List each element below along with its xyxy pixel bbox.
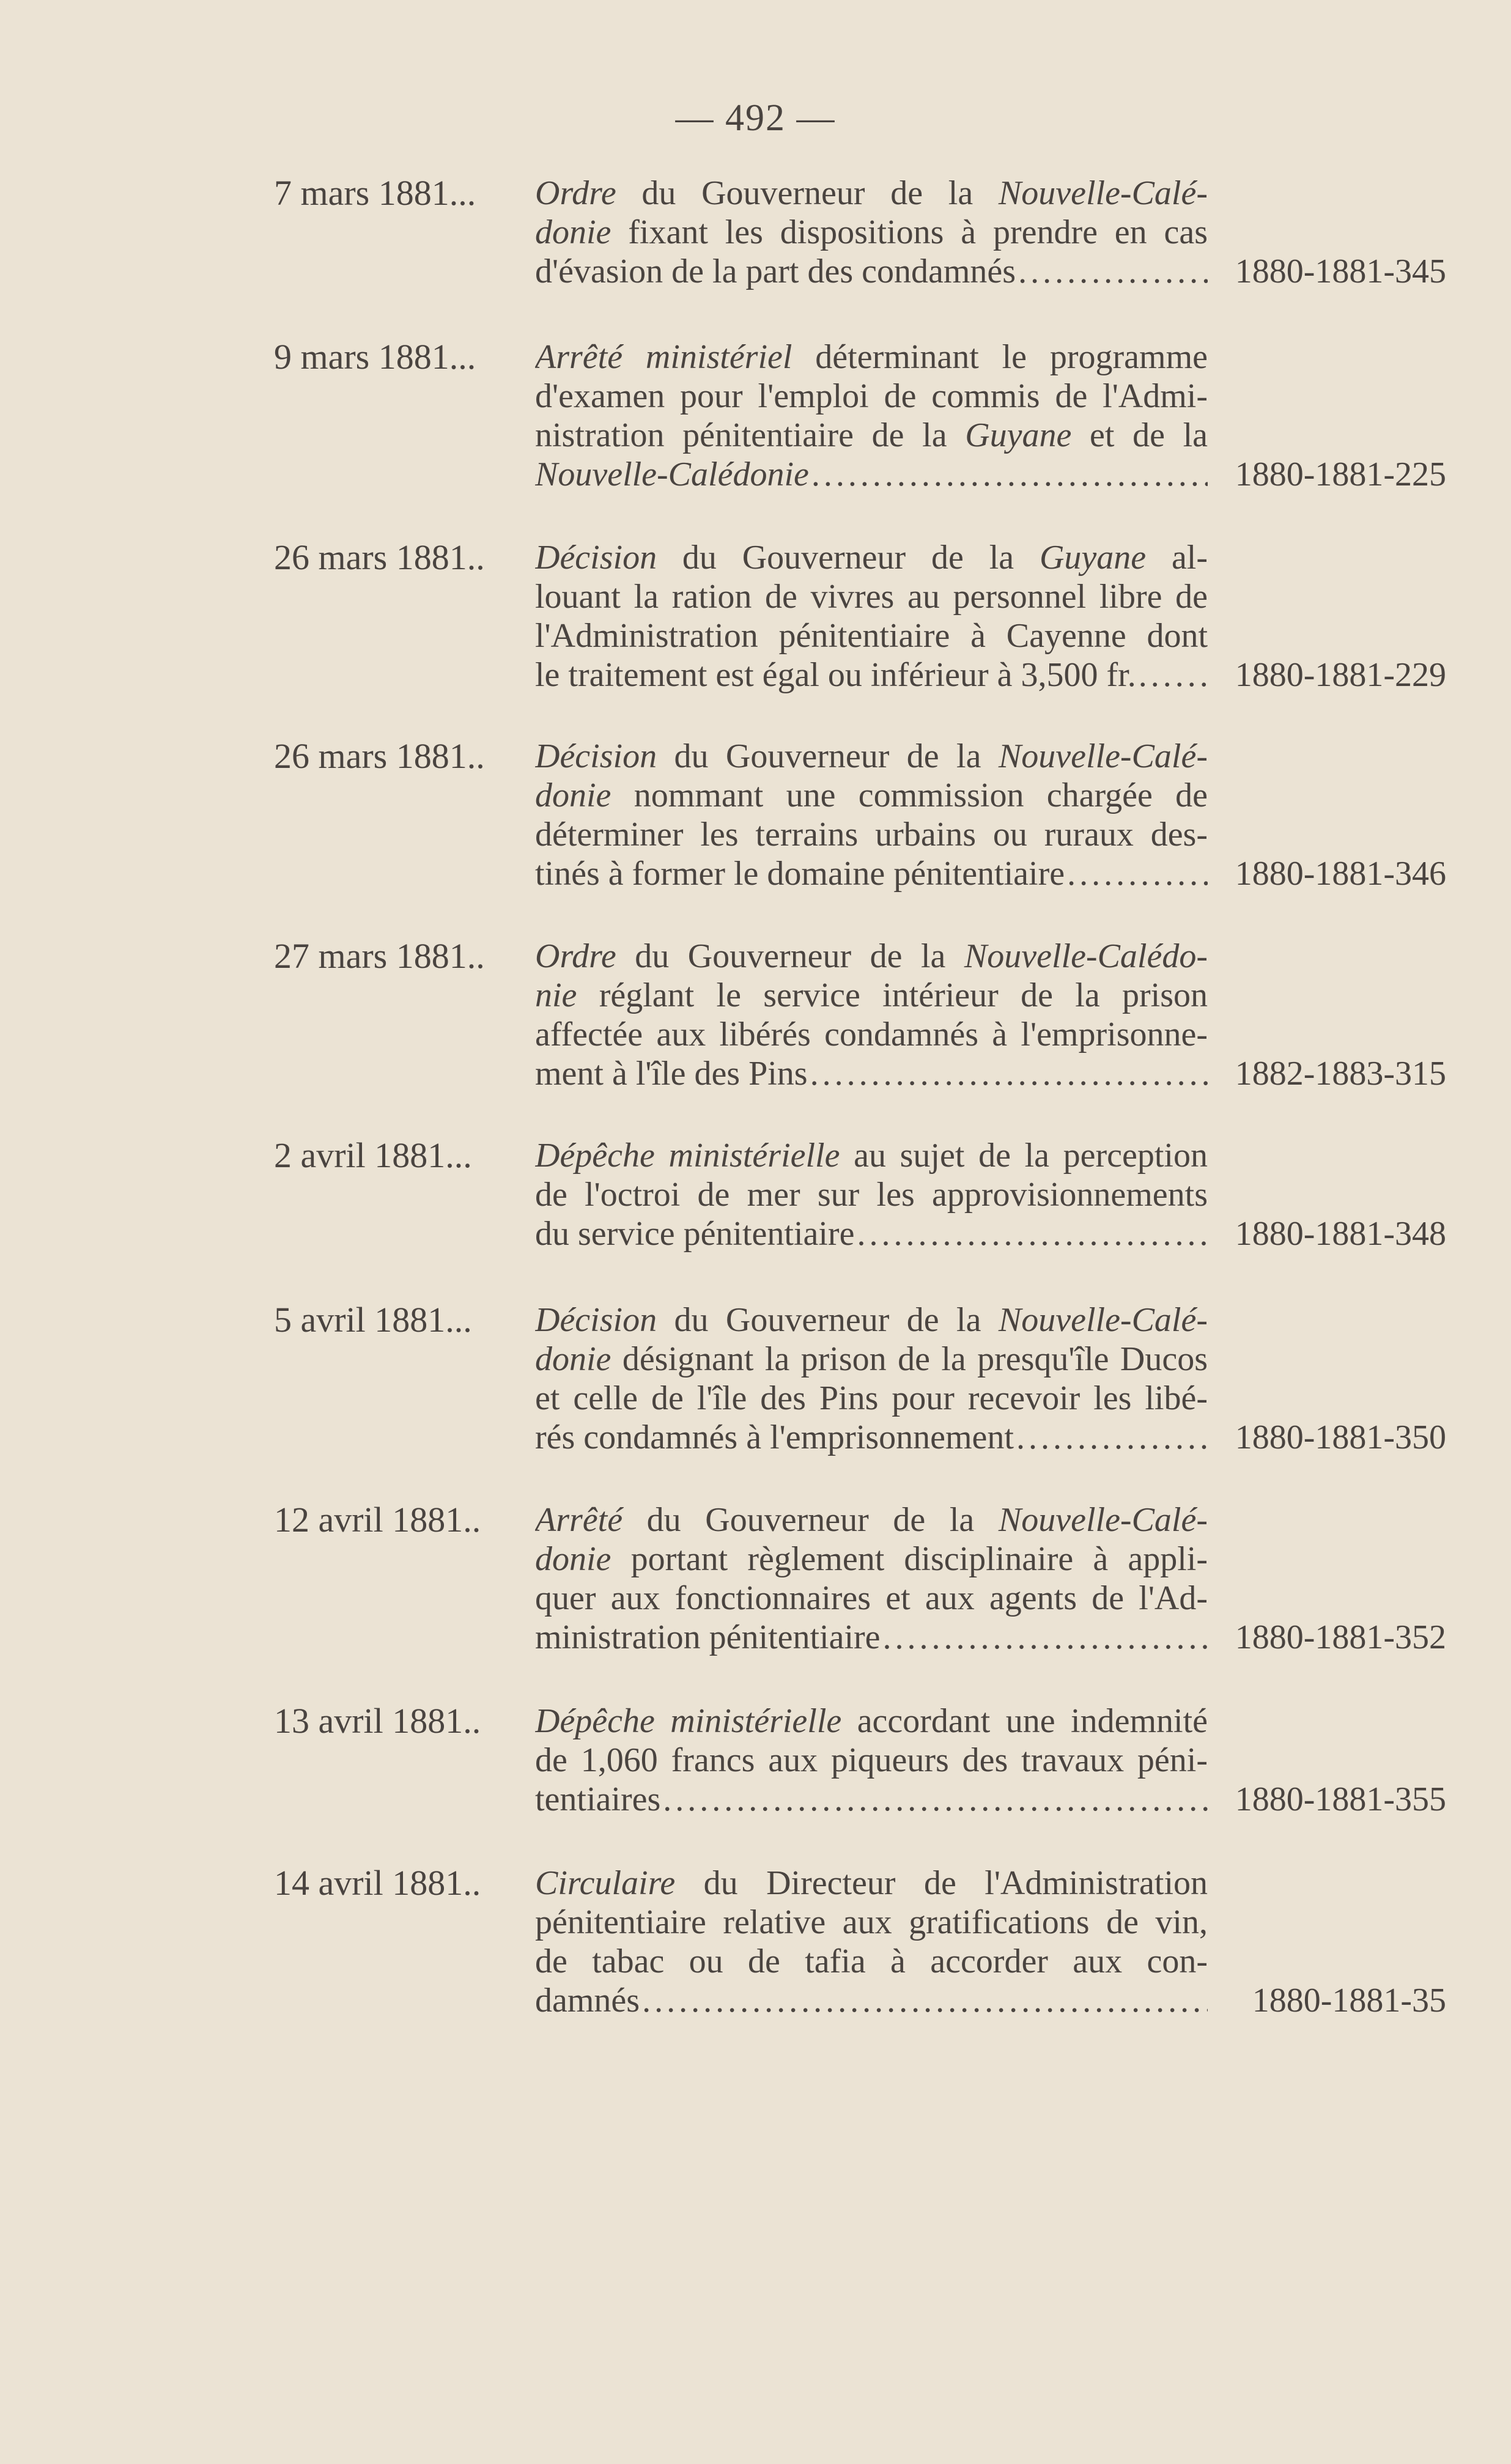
description-line: [535, 1579, 1208, 1618]
dot-leader: [663, 1780, 1208, 1819]
entry-date: 5 avril 1881...: [274, 1300, 472, 1340]
dot-leader: [642, 1981, 1208, 2020]
description-last-line: [535, 252, 1208, 291]
text-segment: de l'octroi de mer sur les approvisionnements: [535, 1176, 1208, 1214]
entry-date: 26 mars 1881..: [274, 537, 485, 577]
text-segment: damnés: [535, 1982, 640, 2020]
entry-description: [535, 338, 1208, 494]
description-line: [535, 377, 1208, 416]
entry-date: 13 avril 1881..: [274, 1701, 481, 1741]
italic-text: Circulaire: [535, 1864, 676, 1902]
text-segment: d'examen pour l'emploi de commis de l'Admi-: [535, 377, 1208, 415]
dot-leader: [1016, 1418, 1208, 1457]
text-segment: louant la ration de vivres au personnel libre de: [535, 578, 1208, 616]
text-segment: et de la: [1071, 416, 1208, 454]
italic-text: Décision: [535, 737, 657, 775]
entry-description: [535, 1136, 1208, 1253]
description-line: [535, 1340, 1208, 1379]
description-line: [535, 1864, 1208, 1903]
text-segment: tinés à former le domaine pénitentiaire: [535, 855, 1065, 893]
text-segment: pénitentiaire relative aux gratifications de vin,: [535, 1903, 1208, 1941]
description-line: [535, 1942, 1208, 1981]
entry-date: 26 mars 1881..: [274, 736, 485, 776]
italic-text: Nouvelle-Calé-: [998, 1501, 1208, 1539]
description-line: [535, 1379, 1208, 1418]
page-number: — 492 —: [675, 97, 836, 139]
description-last-line: [535, 1418, 1208, 1457]
text-segment: du Gouverneur de la: [657, 737, 999, 775]
italic-text: Nouvelle-Calé-: [998, 174, 1208, 212]
text-segment: ministration pénitentiaire: [535, 1618, 881, 1656]
description-line: [535, 538, 1208, 577]
entry-description: [535, 937, 1208, 1093]
entry-description: [535, 1500, 1208, 1657]
description-line: [535, 937, 1208, 976]
italic-text: nie: [535, 976, 577, 1014]
text-segment: désignant la prison de la presqu'île Ducos: [611, 1340, 1208, 1378]
text-segment: affectée aux libérés condamnés à l'emprisonne-: [535, 1016, 1208, 1053]
text-segment: du Gouverneur de la: [623, 1501, 999, 1539]
text-segment: tentiaires: [535, 1780, 661, 1818]
entry-date: 14 avril 1881..: [274, 1863, 481, 1903]
italic-text: Ordre: [535, 937, 616, 975]
italic-text: Dépêche ministérielle: [535, 1137, 840, 1175]
description-line: [535, 1136, 1208, 1175]
description-line: [535, 1015, 1208, 1054]
text-segment: déterminant le programme: [792, 338, 1208, 376]
description-last-line: [535, 1981, 1208, 2020]
entry-description: [535, 174, 1208, 291]
italic-text: Arrêté: [535, 1501, 623, 1539]
description-line: [535, 616, 1208, 655]
description-line: [535, 338, 1208, 377]
text-segment: du service pénitentiaire: [535, 1215, 855, 1253]
entry-reference: 1880-1881-229: [1235, 656, 1446, 694]
dot-leader: [883, 1618, 1208, 1657]
description-last-line: [535, 1780, 1208, 1819]
text-segment: de tabac ou de tafia à accorder aux con-: [535, 1942, 1208, 1980]
description-line: [535, 577, 1208, 616]
text-segment: du Directeur de l'Administration: [675, 1864, 1208, 1902]
entry-date: 12 avril 1881..: [274, 1500, 481, 1540]
italic-text: donie: [535, 1340, 611, 1378]
text-segment: au sujet de la perception: [840, 1137, 1208, 1175]
text-segment: nommant une commission chargée de: [611, 776, 1208, 814]
entry-description: [535, 538, 1208, 695]
text-segment: du Gouverneur de la: [657, 539, 1040, 577]
description-line: [535, 1300, 1208, 1340]
text-segment: du Gouverneur de la: [657, 1301, 999, 1339]
description-line: [535, 815, 1208, 854]
entry-description: [535, 737, 1208, 893]
text-segment: quer aux fonctionnaires et aux agents de l'Ad-: [535, 1579, 1208, 1617]
description-last-line: [535, 455, 1208, 494]
text-segment: et celle de l'île des Pins pour recevoir les libé-: [535, 1379, 1208, 1417]
entry-reference: 1882-1883-315: [1235, 1055, 1446, 1093]
description-line: [535, 1702, 1208, 1741]
entry-date: 27 mars 1881..: [274, 936, 485, 976]
text-segment: réglant le service intérieur de la prison: [577, 976, 1208, 1014]
text-segment: ment à l'île des Pins: [535, 1055, 808, 1093]
description-line: [535, 1175, 1208, 1214]
description-last-line: [535, 1054, 1208, 1093]
italic-text: Dépêche ministérielle: [535, 1702, 842, 1740]
entry-date: 9 mars 1881...: [274, 337, 476, 377]
entry-reference: 1880-1881-350: [1235, 1418, 1446, 1456]
italic-text: Nouvelle-Calé-: [998, 1301, 1208, 1339]
entry-reference: 1880-1881-345: [1235, 253, 1446, 290]
text-segment: l'Administration pénitentiaire à Cayenne dont: [535, 617, 1208, 655]
italic-text: Arrêté ministériel: [535, 338, 792, 376]
description-last-line: [535, 1618, 1208, 1657]
dot-leader: [811, 455, 1208, 494]
description-line: [535, 1500, 1208, 1540]
italic-text: Ordre: [535, 174, 616, 212]
entry-reference: 1880-1881-355: [1235, 1780, 1446, 1818]
text-segment: de 1,060 francs aux piqueurs des travaux péni-: [535, 1741, 1208, 1779]
text-segment: rés condamnés à l'emprisonnement: [535, 1418, 1014, 1456]
italic-text: donie: [535, 1540, 611, 1578]
text-segment: portant règlement disciplinaire à appli-: [611, 1540, 1208, 1578]
text-segment: déterminer les terrains urbains ou ruraux des-: [535, 816, 1208, 854]
italic-text: Décision: [535, 539, 657, 577]
description-line: [535, 1540, 1208, 1579]
dot-leader: [810, 1054, 1208, 1093]
entry-date: 2 avril 1881...: [274, 1135, 472, 1175]
text-segment: al-: [1146, 539, 1208, 577]
italic-text: Guyane: [965, 416, 1072, 454]
dot-leader: [1018, 252, 1208, 291]
text-segment: le traitement est égal ou inférieur à 3,500 fr.: [535, 656, 1136, 694]
italic-text: Nouvelle-Calé-: [998, 737, 1208, 775]
description-line: [535, 416, 1208, 455]
description-line: [535, 213, 1208, 252]
italic-text: Nouvelle-Calédonie: [535, 456, 809, 493]
text-segment: du Gouverneur de la: [616, 174, 999, 212]
italic-text: donie: [535, 213, 611, 251]
entry-reference: 1880-1881-352: [1235, 1618, 1446, 1656]
italic-text: Guyane: [1039, 539, 1147, 577]
description-line: [535, 1741, 1208, 1780]
entry-description: [535, 1300, 1208, 1457]
text-segment: du Gouverneur de la: [616, 937, 964, 975]
dot-leader: [1139, 655, 1208, 695]
entry-date: 7 mars 1881...: [274, 173, 476, 213]
description-line: [535, 1903, 1208, 1942]
dot-leader: [1067, 854, 1208, 893]
dot-leader: [857, 1214, 1208, 1253]
italic-text: Nouvelle-Calédo-: [964, 937, 1208, 975]
description-line: [535, 174, 1208, 213]
italic-text: Décision: [535, 1301, 657, 1339]
entry-description: [535, 1864, 1208, 2020]
entry-reference: 1880-1881-346: [1235, 855, 1446, 893]
description-line: [535, 776, 1208, 815]
text-segment: nistration pénitentiaire de la: [535, 416, 966, 454]
description-last-line: [535, 655, 1208, 695]
text-segment: d'évasion de la part des condamnés: [535, 253, 1016, 290]
text-segment: accordant une indemnité: [841, 1702, 1208, 1740]
entry-reference: 1880-1881-35: [1252, 1982, 1446, 2020]
entry-reference: 1880-1881-225: [1235, 456, 1446, 493]
text-segment: fixant les dispositions à prendre en cas: [611, 213, 1208, 251]
description-last-line: [535, 854, 1208, 893]
description-line: [535, 976, 1208, 1015]
italic-text: donie: [535, 776, 611, 814]
description-last-line: [535, 1214, 1208, 1253]
description-line: [535, 737, 1208, 776]
entry-description: [535, 1702, 1208, 1819]
entry-reference: 1880-1881-348: [1235, 1215, 1446, 1253]
